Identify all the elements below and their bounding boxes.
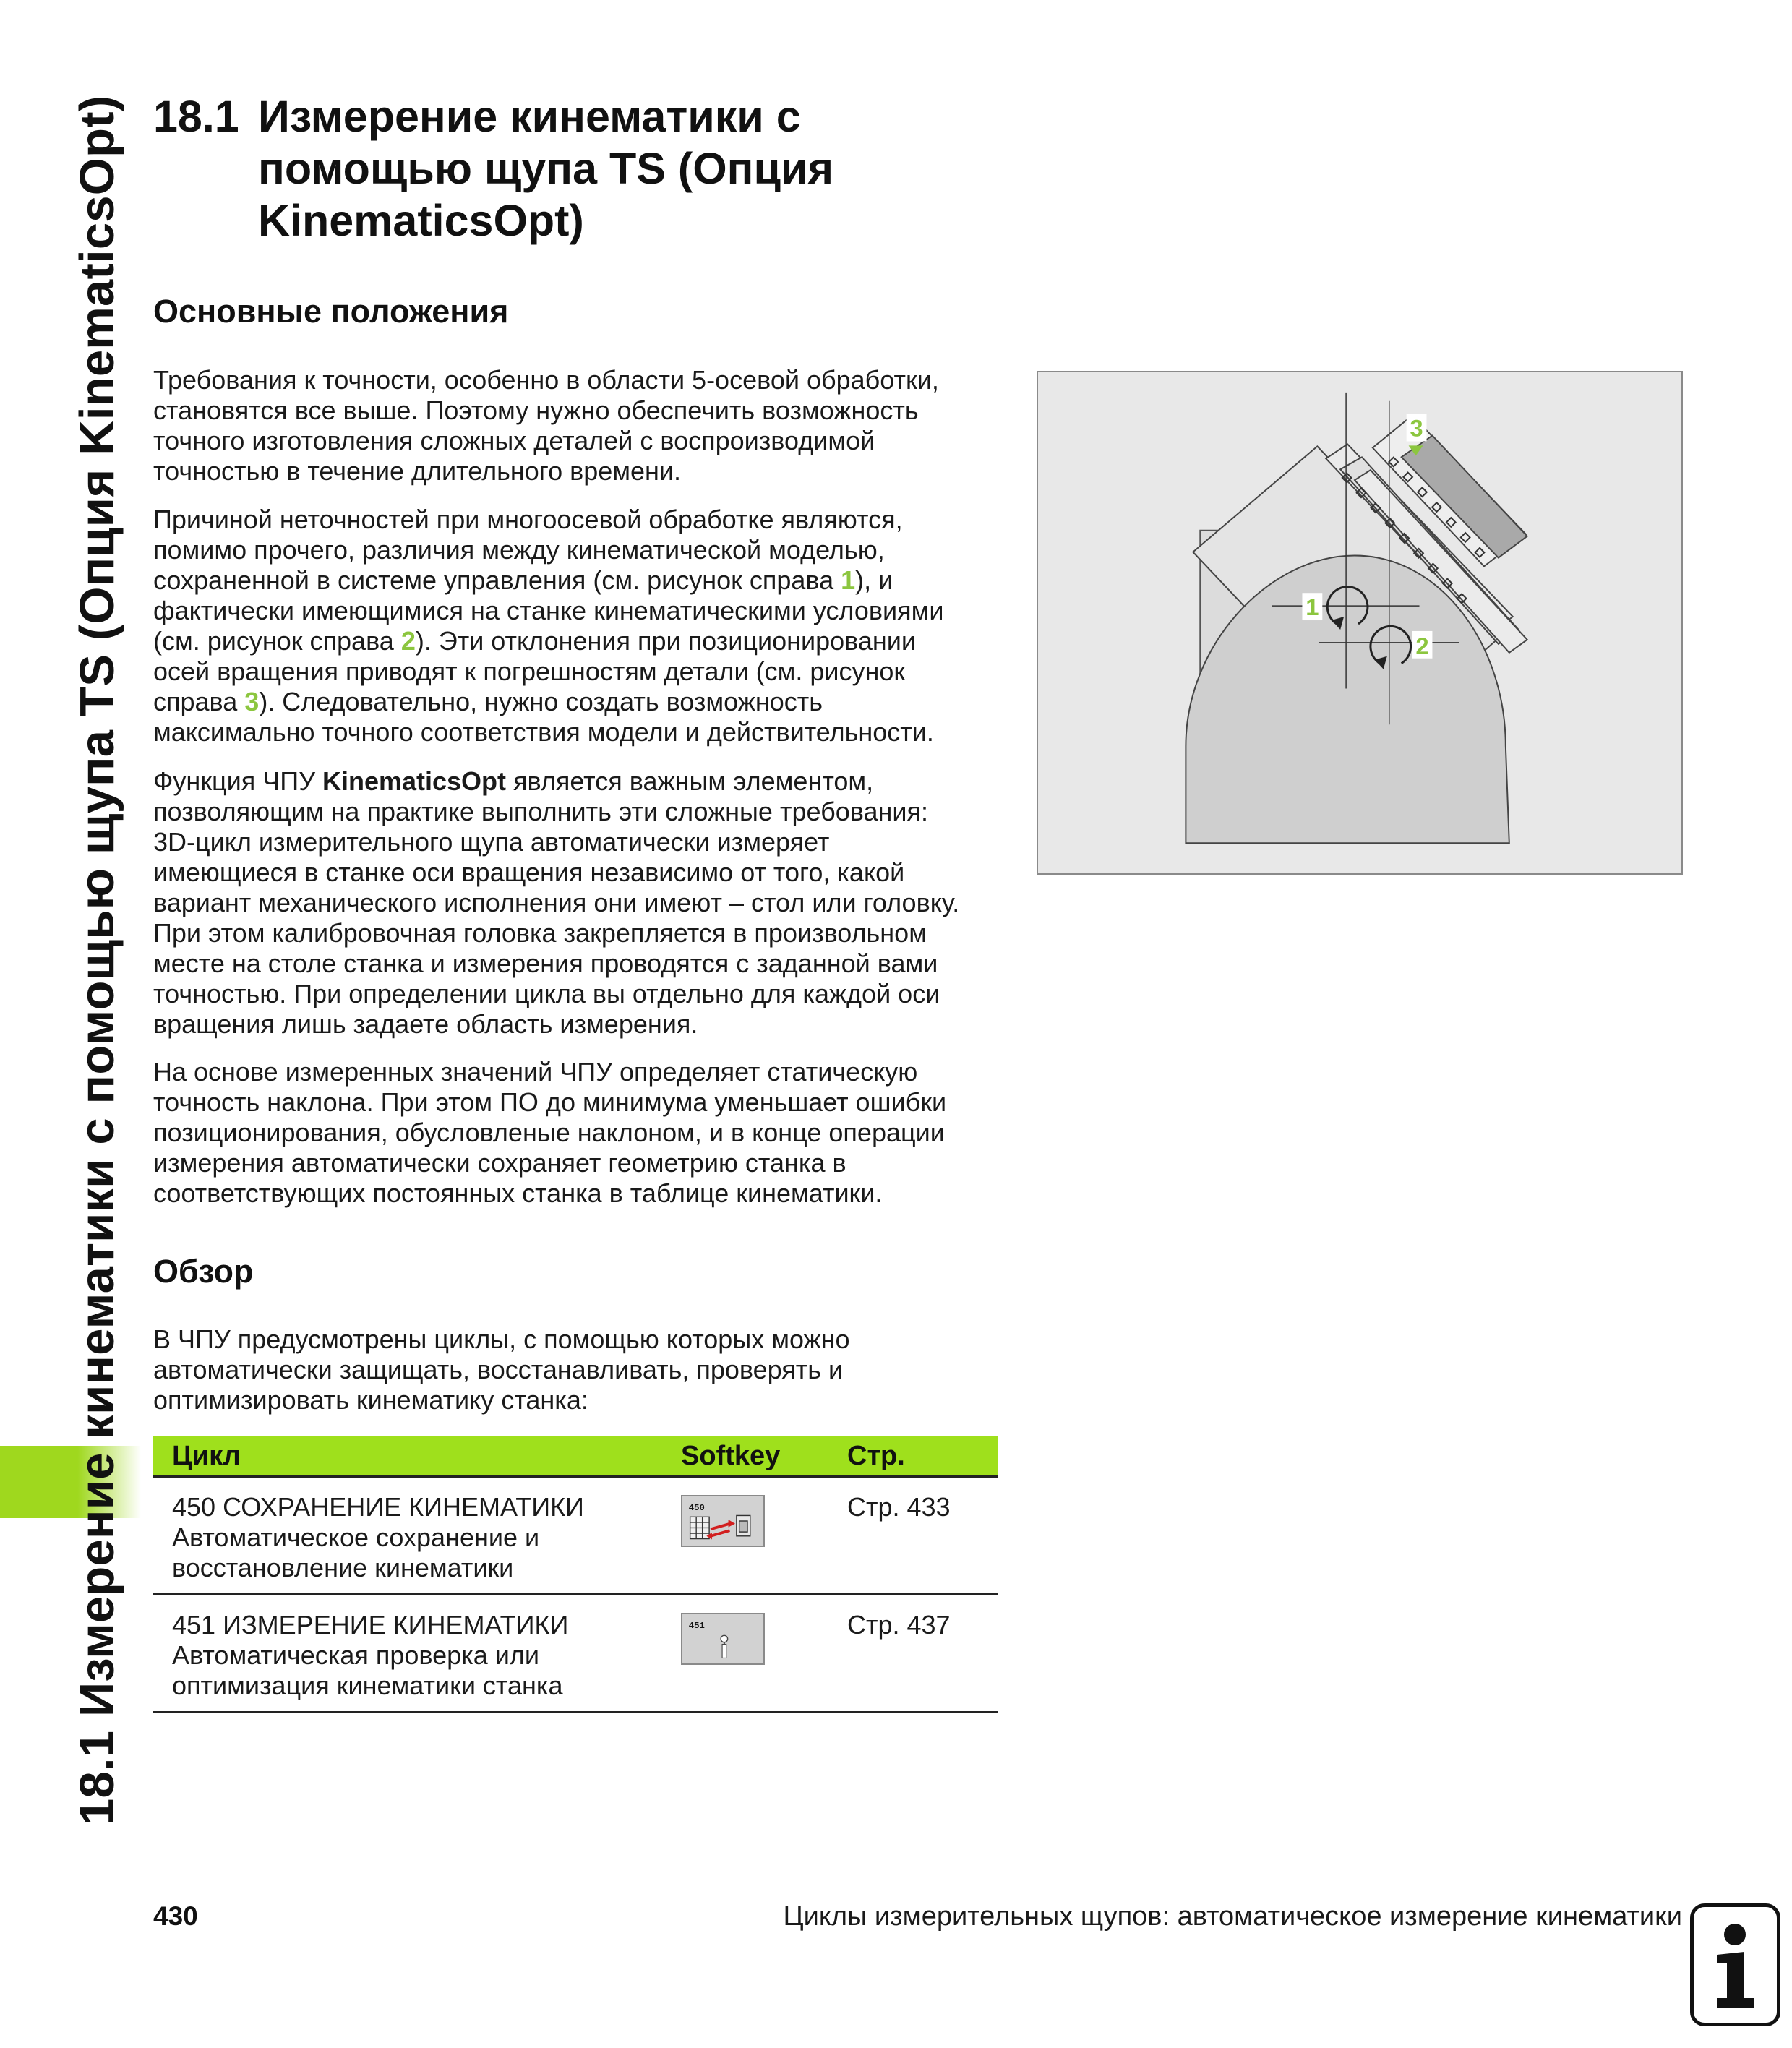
paragraph-overview (153, 1324, 999, 1415)
text-line: точного изготовления сложных деталей с воспроизводимой (153, 426, 875, 455)
save-kinematics-icon (682, 1496, 763, 1546)
paragraph-kinematicsopt (153, 766, 999, 1040)
chapter-title (258, 90, 1053, 247)
text-line: 3D-цикл измерительного щупа автоматически измеряет (153, 827, 830, 857)
cycle-name: 451 ИЗМЕРЕНИЕ КИНЕМАТИКИ (172, 1610, 569, 1640)
header-page: Стр. (847, 1441, 905, 1471)
chapter-title-line: помощью щупа TS (Опция (258, 144, 834, 193)
text-line (153, 687, 999, 717)
text-line: Требования к точности, особенно в области 5-осевой обработки, (153, 365, 939, 395)
kinematicsopt-term: KinematicsOpt (322, 766, 507, 796)
text-line: Автоматическое сохранение и (172, 1522, 540, 1552)
paragraph-measured-values (153, 1057, 999, 1209)
info-icon (1690, 1903, 1780, 2026)
table-row (153, 1478, 998, 1595)
header-softkey: Softkey (681, 1441, 781, 1471)
text-line: точностью в течение длительного времени. (153, 456, 682, 486)
text-line: оптимизировать кинематику станка: (153, 1385, 588, 1415)
section-heading-basics: Основные положения (153, 293, 509, 330)
cycle-description (172, 1492, 642, 1583)
text-span: ), и (855, 565, 893, 595)
text-line: помимо прочего, различия между кинематической моделью, (153, 535, 885, 565)
text-line: точность наклона. При этом ПО до минимума уменьшает ошибки (153, 1087, 947, 1117)
paragraph-accuracy (153, 365, 999, 487)
header-cycle: Цикл (172, 1441, 241, 1471)
section-heading-overview: Обзор (153, 1253, 254, 1290)
text-span: справа (153, 687, 245, 716)
softkey-450-button[interactable] (681, 1495, 765, 1547)
figure-ref-3: 3 (244, 687, 260, 716)
footer-title: Циклы измерительных щупов: автоматическое измерение кинематики (783, 1901, 1682, 1932)
text-line (153, 766, 999, 797)
softkey-451-button[interactable] (681, 1613, 765, 1665)
chapter-title-line: KinematicsOpt) (258, 196, 584, 245)
text-line: восстановление кинематики (172, 1553, 514, 1582)
page-number: 430 (153, 1901, 198, 1931)
text-line: имеющиеся в станке оси вращения независимо от того, какой (153, 857, 905, 887)
cycles-table (153, 1436, 998, 1713)
info-glyph (1694, 1907, 1777, 2023)
figure-label-1: 1 (1306, 594, 1319, 621)
text-line: осей вращения приводят к погрешностям детали (см. рисунок (153, 656, 906, 686)
cycle-description (172, 1610, 642, 1701)
text-span: сохраненной в системе управления (см. рисунок справа (153, 565, 841, 595)
softkey-450-label: 450 (688, 1502, 705, 1513)
figure-label-3: 3 (1410, 414, 1423, 442)
text-line: максимально точного соответствия модели и действительности. (153, 717, 934, 747)
text-span: ). Следовательно, нужно создать возможность (259, 687, 823, 716)
text-span: является важным элементом, (506, 766, 874, 796)
page-ref-437[interactable]: Стр. 437 (847, 1610, 951, 1640)
text-line: В ЧПУ предусмотрены циклы, с помощью которых можно (153, 1324, 850, 1354)
chapter-number: 18.1 (153, 92, 239, 141)
text-line: При этом калибровочная головка закрепляется в произвольном (153, 918, 927, 948)
softkey-451-label: 451 (688, 1620, 705, 1631)
text-line: точностью. При определении цикла вы отдельно для каждой оси (153, 979, 940, 1008)
text-line: Автоматическая проверка или (172, 1640, 539, 1670)
chapter-title-line: Измерение кинематики с (258, 92, 801, 141)
text-line: автоматически защищать, восстанавливать, проверять и (153, 1355, 844, 1384)
text-line: вращения лишь задаете область измерения. (153, 1009, 698, 1039)
table-header (153, 1436, 998, 1478)
measure-kinematics-icon (682, 1614, 763, 1663)
text-line: На основе измеренных значений ЧПУ определяет статическую (153, 1057, 918, 1087)
cycle-name: 450 СОХРАНЕНИЕ КИНЕМАТИКИ (172, 1492, 584, 1522)
text-line: соответствующих постоянных станка в таблице кинематики. (153, 1178, 883, 1208)
kinematics-diagram (1038, 372, 1681, 873)
text-line: оптимизация кинематики станка (172, 1671, 563, 1700)
text-line: Причиной неточностей при многоосевой обработке являются, (153, 505, 903, 534)
text-line: измерения автоматически сохраняет геометрию станка в (153, 1148, 846, 1178)
text-line: становятся все выше. Поэтому нужно обеспечить возможность (153, 395, 919, 425)
text-span: ). Эти отклонения при позиционировании (415, 626, 916, 656)
paragraph-inaccuracy (153, 505, 999, 747)
kinematics-figure (1037, 371, 1683, 875)
page-ref-433[interactable]: Стр. 433 (847, 1492, 951, 1522)
side-chapter-title: 18.1 Измерение кинематики с помощью щупа TS (Опция KinematicsOpt) (70, 95, 124, 1825)
figure-ref-2: 2 (400, 626, 416, 656)
text-span: Функция ЧПУ (153, 766, 322, 796)
text-line: вариант механического исполнения они имеют – стол или головку. (153, 888, 960, 917)
figure-ref-1: 1 (841, 565, 856, 595)
text-line: позиционирования, обусловленые наклоном, и в конце операции (153, 1118, 945, 1147)
text-line: позволяющим на практике выполнить эти сложные требования: (153, 797, 928, 826)
text-line: месте на столе станка и измерения проводятся с заданной вами (153, 948, 938, 978)
table-row (153, 1595, 998, 1713)
figure-label-2: 2 (1415, 632, 1429, 659)
text-line (153, 565, 999, 596)
text-line (153, 626, 999, 656)
text-line: фактически имеющимися на станке кинематическими условиями (153, 596, 944, 625)
text-span: (см. рисунок справа (153, 626, 401, 656)
